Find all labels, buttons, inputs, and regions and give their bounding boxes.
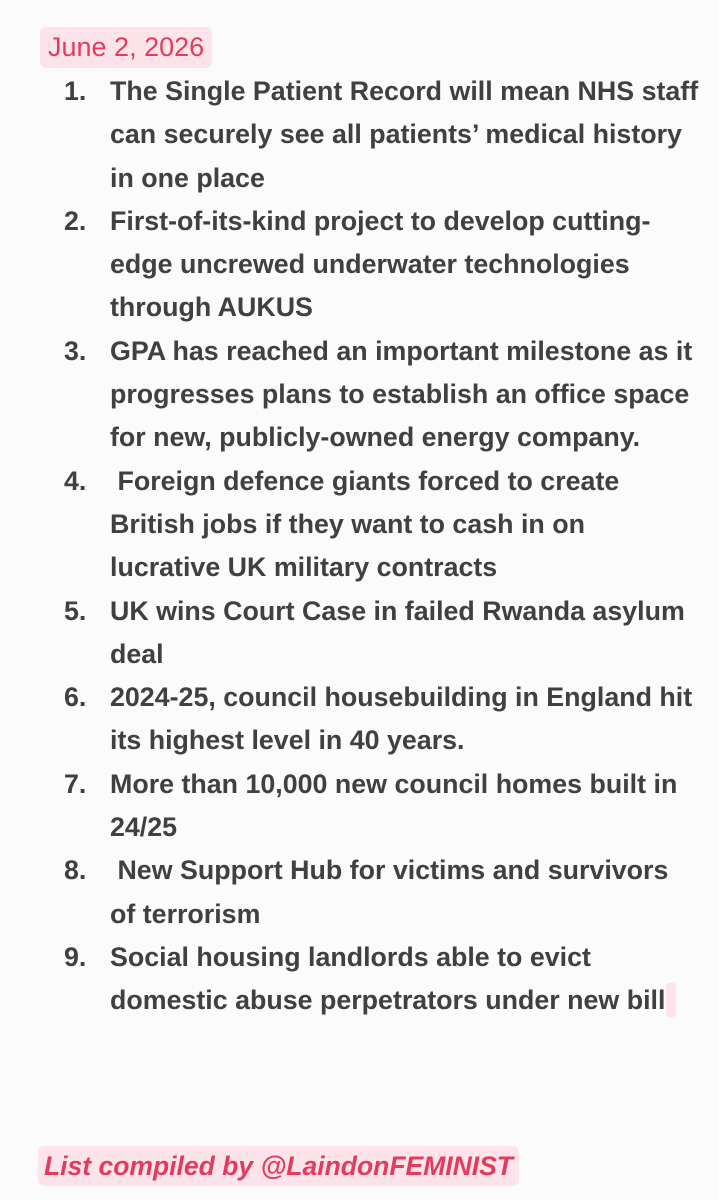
list-item-text: GPA has reached an important milestone as it progresses plans to establish an office space for new, publicly-owned energy company. [110,335,693,453]
list-item-text: The Single Patient Record will mean NHS staff can securely see all patients’ medical history in one place [110,76,699,193]
list-item-number: 1. [64,76,87,106]
list-item [0,936,719,1023]
list-item-number: 8. [64,855,87,886]
list-item-text: More than 10,000 new council homes built in 24/25 [110,768,678,843]
credit-label: List compiled by @LaindonFEMINIST [38,1146,519,1186]
list-item [0,200,719,330]
list-item-number: 9. [64,941,87,972]
text-cursor [666,983,676,1017]
list-item-text: 2024-25, council housebuilding in England hit its highest level in 40 years. [110,682,693,756]
list-item-text: UK wins Court Case in failed Rwanda asylum deal [110,595,685,669]
list-item [0,849,719,936]
list-item-text: New Support Hub for victims and survivors of terrorism [110,855,676,929]
list-item [0,330,719,460]
list-item [0,460,719,590]
list-item-text: Social housing landlords able to evict domestic abuse perpetrators under new bill [110,941,666,1016]
date-label: June 2, 2026 [40,27,212,68]
list-item-number: 6. [64,682,87,713]
list-item-number: 7. [64,768,87,799]
list-item-text: First-of-its-kind project to develop cutting-edge uncrewed underwater technologies through AUKUS [110,205,651,323]
news-list [0,70,719,1023]
list-item [0,676,719,763]
list-item [0,70,719,200]
list-item-number: 4. [64,465,87,496]
list-item-number: 3. [64,335,87,366]
list-item-number: 2. [64,205,87,236]
list-item-number: 5. [64,595,87,626]
list-item [0,763,719,850]
list-item [0,590,719,677]
list-item-text: Foreign defence giants forced to create British jobs if they want to cash in on lucrative UK military contracts [110,465,627,583]
